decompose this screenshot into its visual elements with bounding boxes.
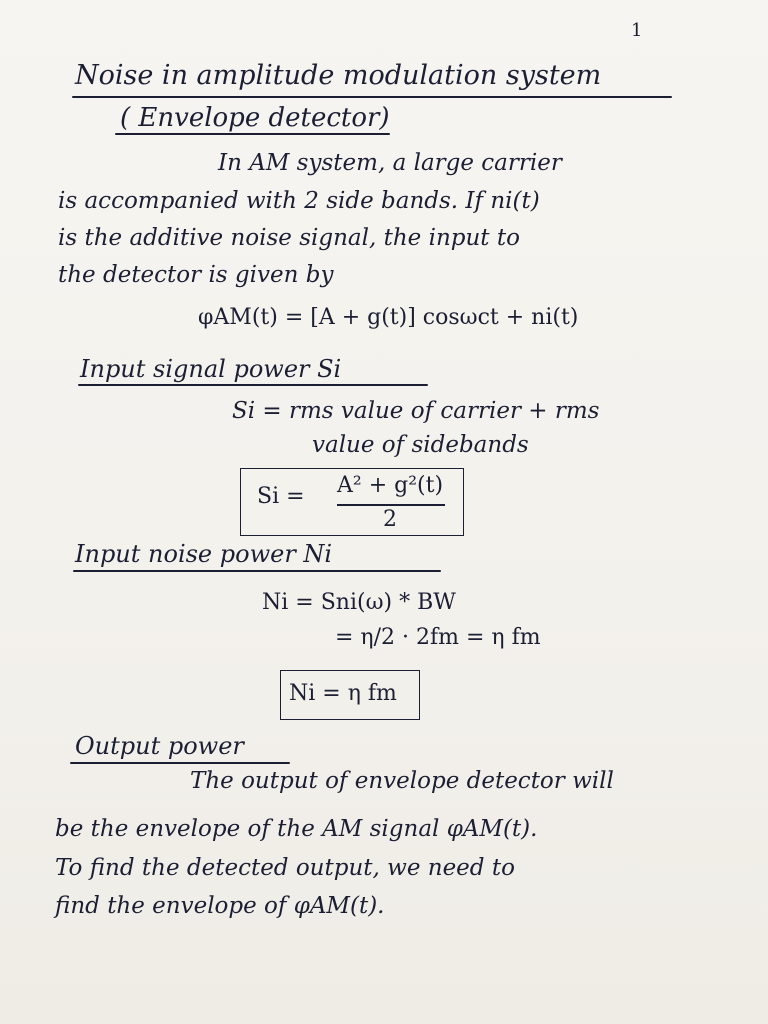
page-title: Noise in amplitude modulation system bbox=[75, 60, 602, 91]
noise-power-result: Ni = η fm bbox=[289, 681, 397, 706]
fraction-bar bbox=[337, 504, 445, 506]
signal-definition-line-1: Si = rms value of carrier + rms bbox=[232, 398, 600, 424]
output-line-2: be the envelope of the AM signal φAM(t). bbox=[55, 816, 538, 842]
output-line-3: To find the detected output, we need to bbox=[55, 855, 515, 881]
subtitle-underline bbox=[115, 133, 390, 135]
output-line-1: The output of envelope detector will bbox=[190, 768, 614, 794]
input-signal-underline bbox=[78, 384, 428, 386]
intro-line-4: the detector is given by bbox=[58, 262, 334, 288]
intro-line-2: is accompanied with 2 side bands. If ni(t) bbox=[58, 188, 540, 214]
input-noise-underline bbox=[73, 570, 441, 572]
signal-power-numerator: A² + g²(t) bbox=[337, 473, 444, 498]
signal-definition-line-2: value of sidebands bbox=[312, 432, 529, 458]
output-power-heading: Output power bbox=[75, 732, 244, 760]
output-power-underline bbox=[70, 762, 290, 764]
noise-line-2: = η/2 · 2fm = η fm bbox=[335, 625, 541, 650]
intro-line-1: In AM system, a large carrier bbox=[218, 150, 562, 176]
noise-power-box bbox=[280, 670, 420, 720]
noise-line-1: Ni = Sni(ω) * BW bbox=[262, 590, 456, 615]
input-noise-heading: Input noise power Ni bbox=[75, 540, 333, 568]
input-equation: φAM(t) = [A + g(t)] cosωct + ni(t) bbox=[198, 305, 579, 330]
input-signal-heading: Input signal power Si bbox=[80, 355, 342, 383]
signal-power-lhs: Si = bbox=[257, 484, 305, 509]
signal-power-box bbox=[240, 468, 464, 536]
signal-power-denominator: 2 bbox=[383, 507, 397, 532]
intro-line-3: is the additive noise signal, the input to bbox=[58, 225, 520, 251]
page-number: 1 bbox=[631, 20, 643, 41]
page-subtitle: ( Envelope detector) bbox=[120, 103, 390, 133]
title-underline bbox=[72, 96, 672, 98]
output-line-4: find the envelope of φAM(t). bbox=[55, 893, 385, 919]
